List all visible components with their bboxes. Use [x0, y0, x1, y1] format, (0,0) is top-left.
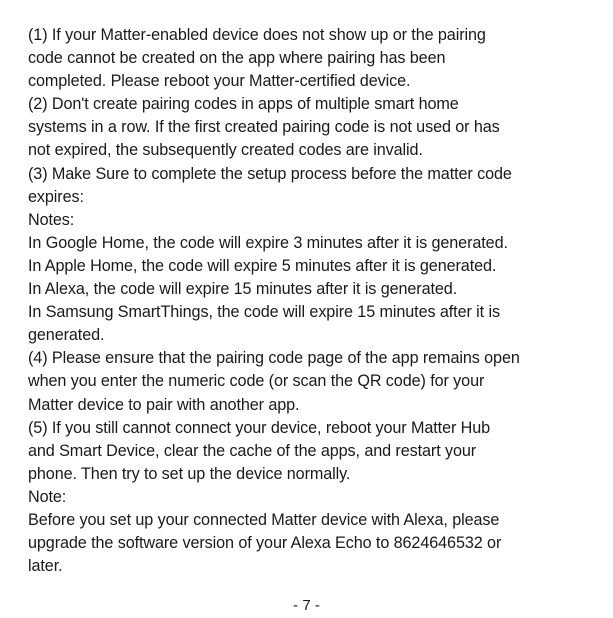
text-line: (1) If your Matter-enabled device does not show up or the pairing [28, 26, 486, 44]
text-line: (5) If you still cannot connect your device, reboot your Matter Hub [28, 418, 491, 437]
text-line: expires: [28, 187, 84, 206]
text-line: In Alexa, the code will expire 15 minutes after it is generated. [28, 280, 458, 299]
text-line: (2) Don't create pairing codes in apps of multiple smart home [28, 95, 459, 114]
text-line: In Samsung SmartThings, the code will expire 15 minutes after it is [28, 303, 500, 322]
page-number: - 7 - [293, 597, 320, 614]
text-line: Matter device to pair with another app. [28, 395, 300, 414]
text-line: not expired, the subsequently created codes are invalid. [28, 141, 423, 160]
text-line: and Smart Device, clear the cache of the apps, and restart your [28, 441, 477, 460]
text-line: In Apple Home, the code will expire 5 minutes after it is generated. [28, 256, 497, 275]
text-line: Before you set up your connected Matter device with Alexa, please [28, 510, 500, 529]
text-line: systems in a row. If the first created pairing code is not used or has [28, 118, 500, 137]
text-line: (3) Make Sure to complete the setup process before the matter code [28, 164, 512, 183]
text-line: completed. Please reboot your Matter-certified device. [28, 72, 411, 91]
text-line: later. [28, 557, 63, 576]
text-line: upgrade the software version of your Alexa Echo to 8624646532 or [28, 534, 502, 553]
text-line: In Google Home, the code will expire 3 minutes after it is generated. [28, 233, 508, 252]
text-line: (4) Please ensure that the pairing code page of the app remains open [28, 349, 520, 368]
text-line: when you enter the numeric code (or scan the QR code) for your [28, 372, 485, 391]
notes-heading: Notes: [28, 210, 75, 229]
manual-page-body [28, 24, 593, 578]
text-line: phone. Then try to set up the device normally. [28, 464, 351, 483]
note-heading: Note: [28, 487, 67, 506]
text-line: generated. [28, 326, 105, 345]
text-line: code cannot be created on the app where pairing has been [28, 49, 446, 68]
